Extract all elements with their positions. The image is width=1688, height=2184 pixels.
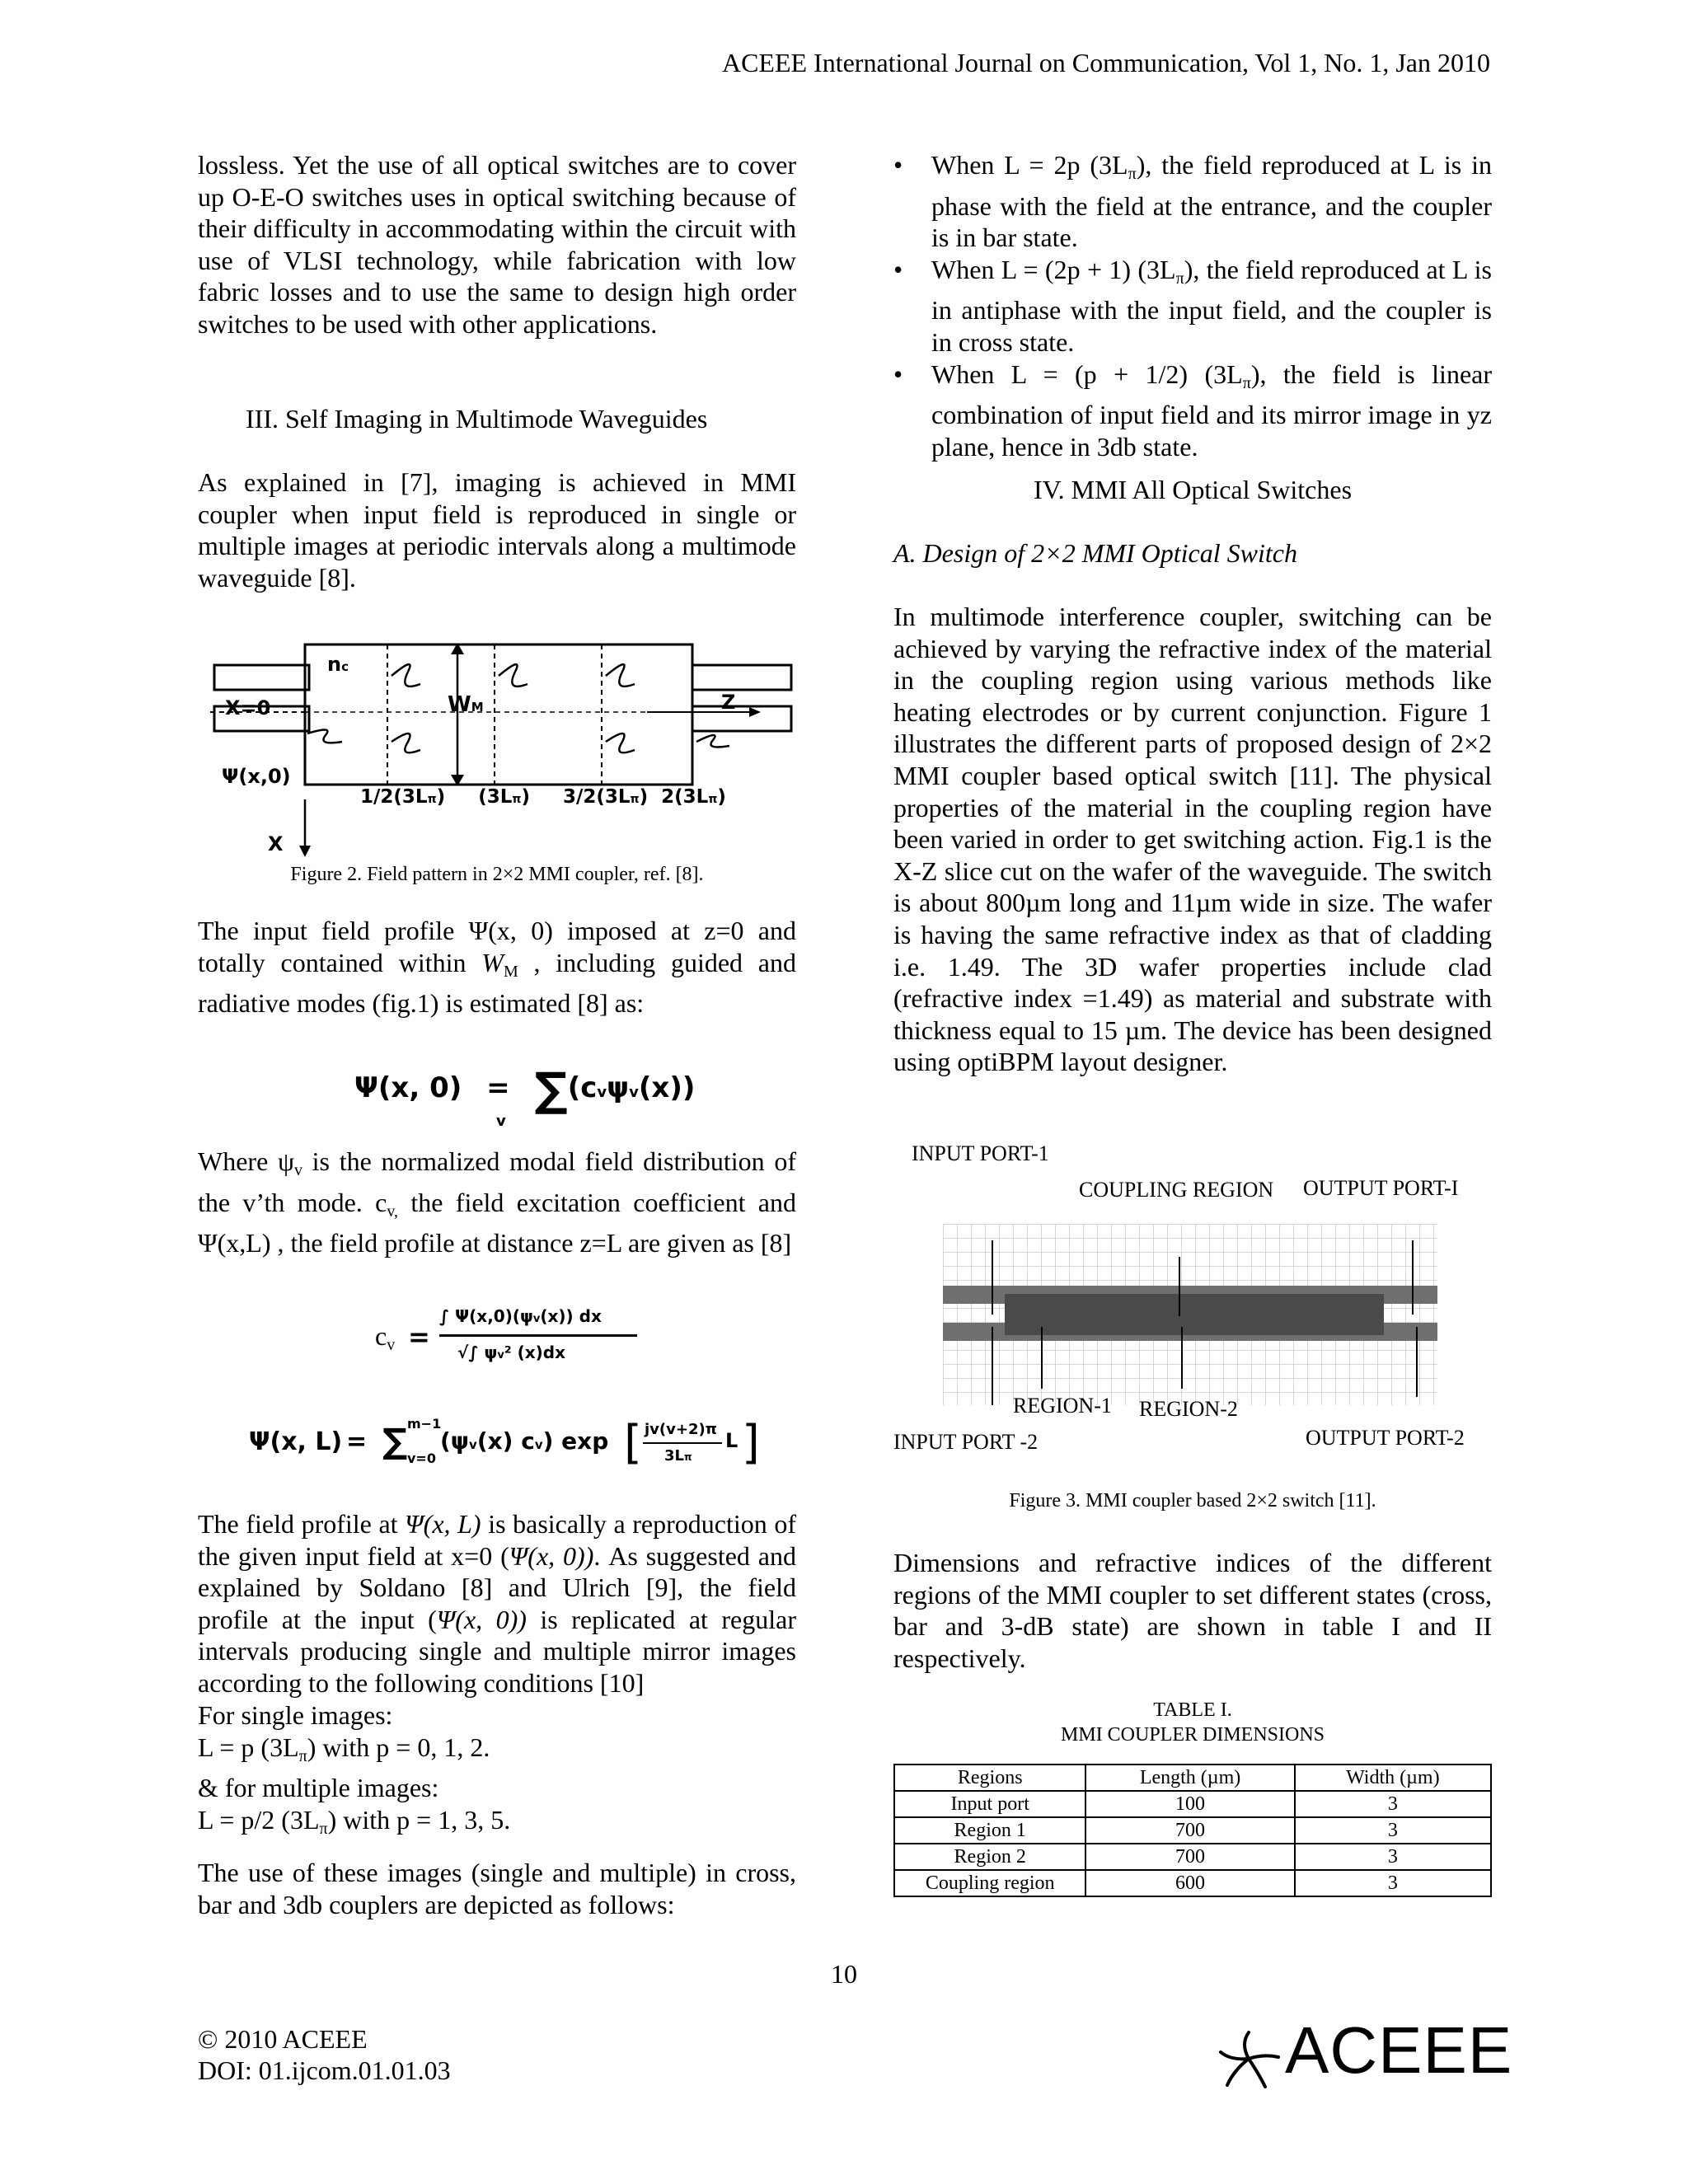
input-field-paragraph: The input field profile Ψ(x, 0) imposed at z=0 and totally contained within $W_M$ , including guided and radiative modes (fig.1) is estimated [8] as: xyxy=(198,916,797,1019)
table-cell: 3 xyxy=(1295,1791,1491,1817)
table-1-subtitle: MMI COUPLER DIMENSIONS xyxy=(1060,1724,1325,1746)
copyright: © 2010 ACEEE xyxy=(198,2024,368,2054)
fig2-index-label: nc xyxy=(327,653,349,676)
output-waveguide-bottom xyxy=(692,706,791,731)
table-cell: 3 xyxy=(1295,1844,1491,1870)
table-cell: Input port xyxy=(894,1791,1085,1817)
fig2-z-label: Z xyxy=(721,691,736,714)
cross-state-item: • When L = (2p + 1) $(3L_\pi)$, the field reproduced at L is in antiphase with the input field, and the coupler is in cross state. xyxy=(893,254,1492,359)
input-port-1-label: INPUT PORT-1 xyxy=(912,1141,1049,1165)
figure-3-diagram xyxy=(893,1141,1492,1459)
table-1-title: TABLE I. xyxy=(1153,1699,1232,1721)
equation-2: $c_v$ = ∫ Ψ(x,0)(ψv(x)) dx √∫ ψv² (x)dx xyxy=(375,1306,639,1380)
bar-state-item: • When L = 2p $(3L_\pi)$, the field reproduced at L is in phase with the field at the entrance, and the coupler is in bar state. xyxy=(893,149,1492,254)
coupler-state-list xyxy=(893,149,1492,462)
table-cell: Region 1 xyxy=(894,1817,1085,1844)
intro-paragraph: lossless. Yet the use of all optical switches are to cover up O-E-O switches uses in optical switching because of their difficulty in accommodating within the circuit with use of VLSI technology, while fabrication with low fabric losses and to use the same to design high order switches to be used with other applications. xyxy=(198,150,796,339)
section-3-paragraph: As explained in [7], imaging is achieved in MMI coupler when input field is reproduced in single or multiple images at periodic intervals along a multimode waveguide [8]. xyxy=(198,467,796,593)
fig2-position-labels: 1/2(3Lπ) (3Lπ) 3/2(3Lπ) 2(3Lπ) xyxy=(360,786,726,808)
use-of-images-paragraph: The use of these images (single and multiple) in cross, bar and 3db couplers are depicted as follows: xyxy=(198,1858,796,1919)
coupling-region-label: COUPLING REGION xyxy=(1079,1178,1274,1202)
coupling-region-block xyxy=(1005,1294,1384,1335)
design-paragraph: In multimode interference coupler, switching can be achieved by varying the refractive index of the material in the coupling region using various methods like heating electrodes or by current conjunction. Figure 1 illustrates the different parts of proposed design of 2×2 MMI coupler based optical switch [11]. The physical properties of the material in the coupling region have been varied in order to get switching action. Fig.1 is the X-Z slice cut on the wafer of the waveguide. The switch is about 800µm long and 11µm wide in size. The wafer is having the same refractive index as that of cladding i.e. 1.49. The 3D wafer properties include clad (refractive index =1.49) as material and substrate with thickness equal to 15 µm. The device has been designed using optiBPM layout designer. xyxy=(893,602,1492,1077)
field-profile-paragraph: The field profile at Ψ(x, L) is basically a reproduction of the given input field at x=0 (Ψ(x, 0)). As suggested and explained by Soldano [8] and Ulrich [9], the field profile at the input (Ψ(x, 0)) is replicated at regular intervals producing single and multiple mirror images according to the following conditions [10] xyxy=(198,1509,797,1698)
table-cell: 3 xyxy=(1295,1870,1491,1896)
input-port-2-label: INPUT PORT -2 xyxy=(893,1430,1039,1454)
logo-star-icon xyxy=(1216,2027,1282,2093)
logo-text: ACEEE xyxy=(1285,2013,1513,2087)
table-cell: 700 xyxy=(1085,1844,1294,1870)
multiple-images-formula: L = p/2 $(3L_\pi)$ with p = 1, 3, 5. xyxy=(198,1804,511,1838)
region-1-label: REGION-1 xyxy=(1013,1394,1112,1418)
table-cell: 100 xyxy=(1085,1791,1294,1817)
single-images-label: For single images: xyxy=(198,1700,393,1730)
mmi-body xyxy=(305,644,692,785)
table-header-cell: Regions xyxy=(894,1765,1085,1791)
dimensions-paragraph: Dimensions and refractive indices of the different regions of the MMI coupler to set different states (cross, bar and 3-dB state) are shown in table I and II respectively. xyxy=(893,1548,1492,1673)
fig2-x0-label: X=0 xyxy=(225,696,271,719)
single-images-formula: L = p $(3L_\pi)$ with p = 0, 1, 2. xyxy=(198,1732,490,1765)
table-cell: 3 xyxy=(1295,1817,1491,1844)
figure-3-svg xyxy=(943,1224,1437,1405)
figure-2-diagram xyxy=(210,635,795,857)
table-header-cell: Length (µm) xyxy=(1085,1765,1294,1791)
figure-2-caption: Figure 2. Field pattern in 2×2 MMI coupler, ref. [8]. xyxy=(290,864,704,885)
input-waveguide-top xyxy=(214,665,309,690)
region-2-label: REGION-2 xyxy=(1139,1397,1238,1421)
fig2-width-label: WM xyxy=(448,692,484,717)
multiple-images-label: & for multiple images: xyxy=(198,1773,439,1803)
subsection-a-heading: A. Design of 2×2 MMI Optical Switch xyxy=(893,538,1297,568)
table-header-cell: Width (µm) xyxy=(1295,1765,1491,1791)
table-header-row xyxy=(894,1765,1491,1791)
equation-3: Ψ(x, L) = ∑ m−1 v=0 (ψv(x) cv) exp [ jv(v+2)π 3Lπ L ] xyxy=(249,1416,760,1469)
figure-3-caption: Figure 3. MMI coupler based 2×2 switch [11]. xyxy=(1009,1490,1376,1511)
fig2-psi-label: Ψ(x,0) xyxy=(222,765,291,788)
aceee-logo xyxy=(1216,2013,1513,2093)
table-cell: Coupling region xyxy=(894,1870,1085,1896)
doi: DOI: 01.ijcom.01.01.03 xyxy=(198,2055,451,2085)
single-images-block xyxy=(198,1699,796,1844)
table-row xyxy=(894,1817,1491,1844)
page-number: 10 xyxy=(831,1959,857,1989)
table-row xyxy=(894,1844,1491,1870)
output-port-1-label: OUTPUT PORT-I xyxy=(1303,1176,1459,1200)
figure-2-svg xyxy=(210,635,795,857)
fig2-x-axis-label: X xyxy=(268,832,284,855)
table-row xyxy=(894,1870,1491,1896)
table-cell: Region 2 xyxy=(894,1844,1085,1870)
section-3-heading: III. Self Imaging in Multimode Waveguides xyxy=(246,404,708,434)
output-waveguide-top xyxy=(692,665,791,690)
section-4-heading: IV. MMI All Optical Switches xyxy=(1033,475,1353,504)
table-cell: 700 xyxy=(1085,1817,1294,1844)
3db-state-item: • When L = (p + 1/2) $(3L_\pi)$, the field is linear combination of input field and its mirror image in yz plane, hence in 3db state. xyxy=(893,359,1492,463)
journal-header: ACEEE International Journal on Communication, Vol 1, No. 1, Jan 2010 xyxy=(721,48,1490,77)
output-port-2-label: OUTPUT PORT-2 xyxy=(1306,1426,1465,1450)
table-cell: 600 xyxy=(1085,1870,1294,1896)
mmi-dimensions-table xyxy=(893,1764,1492,1897)
equation-1: Ψ(x, 0) = ∑(cvψv(x)) v xyxy=(354,1063,696,1130)
table-row xyxy=(894,1791,1491,1817)
where-paragraph: Where $\psi_v$ is the normalized modal field distribution of the v’th mode. $c_{v,}$ the field excitation coefficient and Ψ(x,L) , the field profile at distance z=L are given as [8] xyxy=(198,1146,797,1258)
